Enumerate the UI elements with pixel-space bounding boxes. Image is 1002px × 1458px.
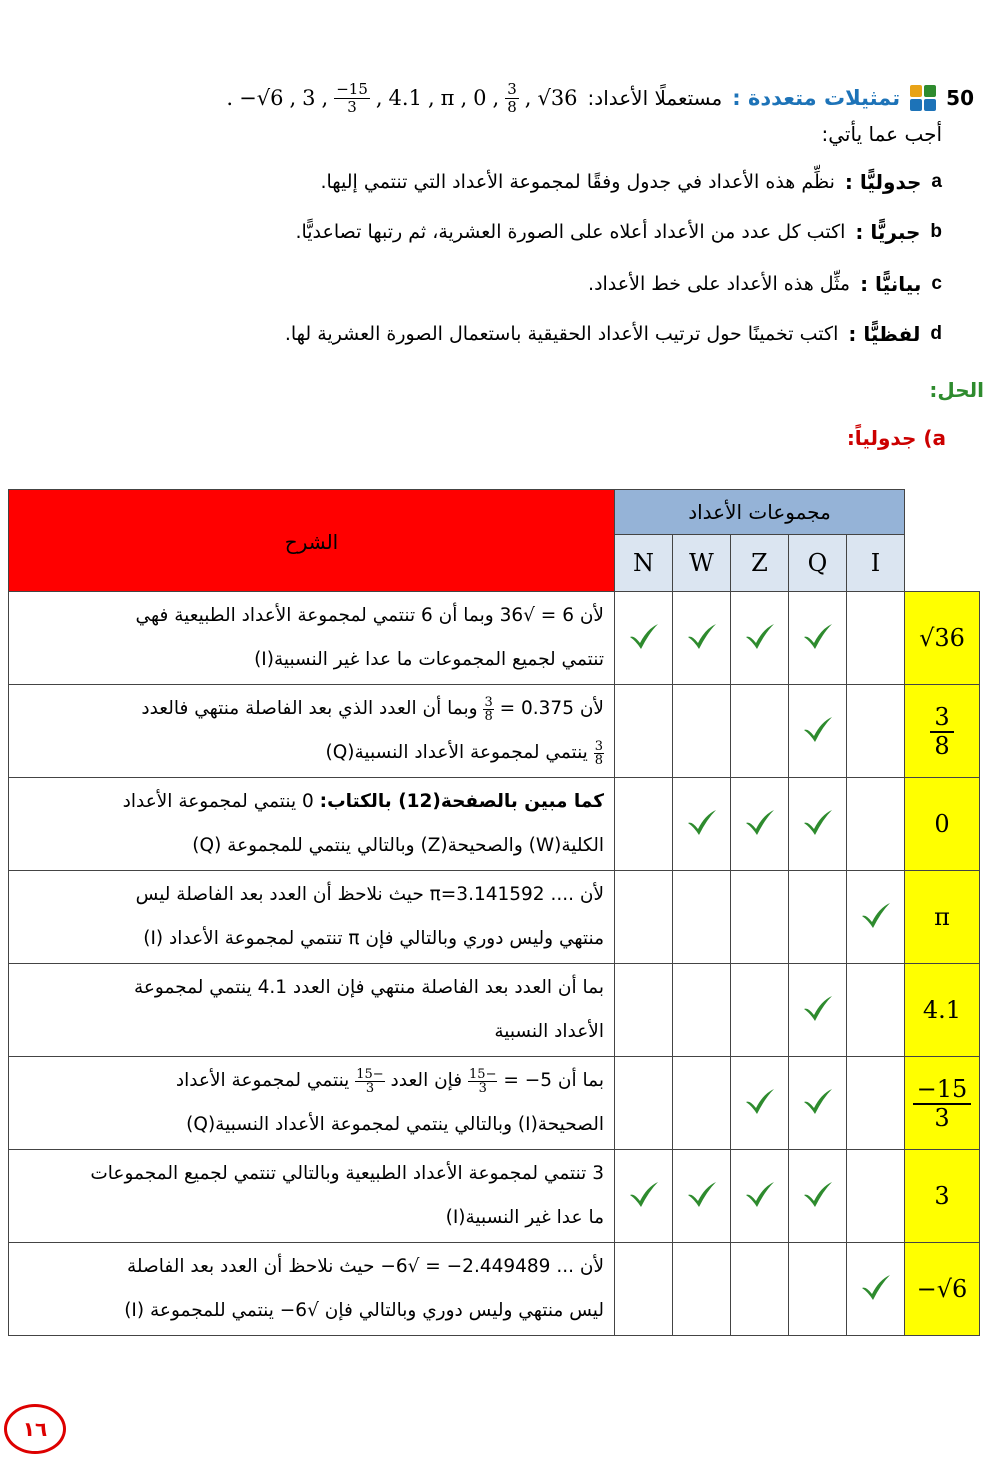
empty-cell-w — [673, 1243, 731, 1336]
empty-cell-i — [847, 1150, 905, 1243]
checkmark-icon — [673, 778, 731, 871]
page-number: ١٦ — [4, 1404, 66, 1454]
checkmark-icon — [789, 1057, 847, 1150]
empty-cell-n — [615, 964, 673, 1057]
checkmark-icon — [731, 1057, 789, 1150]
number-item: 4.1 — [388, 86, 422, 110]
multiple-representations-icon — [910, 85, 936, 111]
row-explanation: لأن .... π=3.141592 حيث نلاحظ أن العدد بعد الفاصلة ليس منتهي وليس دوري وبالتالي فإن π تنتمي لمجموعة الأعداد (I) — [9, 871, 615, 964]
part-a: a جدوليًّا : نظِّم هذه الأعداد في جدول وفقًا لمجموعة الأعداد التي تنتمي إليها. — [320, 170, 942, 194]
header-set-w: W — [673, 535, 731, 592]
empty-cell-q — [789, 871, 847, 964]
empty-cell-n — [615, 871, 673, 964]
number-item: . — [226, 86, 234, 110]
empty-cell-w — [673, 964, 731, 1057]
question-title: تمثيلات متعددة : — [732, 86, 901, 110]
empty-cell-z — [731, 964, 789, 1057]
table-row — [9, 964, 980, 1057]
solution-label: الحل: — [929, 378, 984, 402]
header-set-q: Q — [789, 535, 847, 592]
checkmark-icon — [847, 1243, 905, 1336]
part-b: b جبريًّا : اكتب كل عدد من الأعداد أعلاه على الصورة العشرية، ثم رتبها تصاعديًّا. — [295, 220, 942, 244]
empty-cell-i — [847, 592, 905, 685]
empty-cell-z — [731, 1243, 789, 1336]
row-number: 4.1 — [905, 964, 980, 1057]
checkmark-icon — [731, 1150, 789, 1243]
table-row — [9, 592, 980, 685]
checkmark-icon — [731, 592, 789, 685]
checkmark-icon — [673, 1150, 731, 1243]
empty-cell-n — [615, 1057, 673, 1150]
row-explanation: بما أن 5− = $\frac{-15}{3}$ فإن العدد $\frac{-15}{3}$ ينتمي لمجموعة الأعداد الصحيحة(I) وبالتالي ينتمي لمجموعة الأعداد النسبية(Q) — [9, 1057, 615, 1150]
number-fraction: $\frac{-15}{3}$ — [336, 79, 368, 116]
answer-prompt: أجب عما يأتي: — [821, 122, 942, 146]
number-item: 3 — [302, 86, 316, 110]
table-row — [9, 1057, 980, 1150]
checkmark-icon — [789, 685, 847, 778]
checkmark-icon — [789, 964, 847, 1057]
empty-cell-n — [615, 1243, 673, 1336]
empty-cell-n — [615, 685, 673, 778]
table-row — [9, 1243, 980, 1336]
row-number: −√6 — [905, 1243, 980, 1336]
table-row — [9, 871, 980, 964]
question-number: 50 — [946, 86, 974, 110]
table-row — [9, 685, 980, 778]
header-number-groups: مجموعات الأعداد — [615, 490, 905, 535]
checkmark-icon — [789, 1150, 847, 1243]
empty-cell-n — [615, 778, 673, 871]
number-sets-table — [8, 489, 980, 1336]
empty-cell-i — [847, 964, 905, 1057]
checkmark-icon — [731, 778, 789, 871]
number-item: −√6 — [239, 86, 284, 110]
number-item: 0 — [473, 86, 487, 110]
row-number: π — [905, 871, 980, 964]
empty-cell-i — [847, 778, 905, 871]
table-row — [9, 1150, 980, 1243]
empty-cell-i — [847, 685, 905, 778]
empty-cell-q — [789, 1243, 847, 1336]
row-number: $\frac{3}{8}$ — [905, 685, 980, 778]
checkmark-icon — [615, 1150, 673, 1243]
question-intro: مستعملًا الأعداد: — [587, 86, 723, 110]
table-row — [9, 778, 980, 871]
header-explanation: الشرح — [9, 490, 615, 592]
checkmark-icon — [789, 778, 847, 871]
row-explanation: لأن 0.375 = $\frac{3}{8}$ وبما أن العدد الذي بعد الفاصلة منتهي فالعدد $\frac{3}{8}$ ينتمي لمجموعة الأعداد النسبية(Q) — [9, 685, 615, 778]
row-explanation: لأن ... 2.449489− = √6− حيث نلاحظ أن العدد بعد الفاصلة ليس منتهي وليس دوري وبالتالي فإن √6− ينتمي للمجموعة (I) — [9, 1243, 615, 1336]
part-c: c بيانيًّا : مثِّل هذه الأعداد على خط الأعداد. — [588, 272, 942, 296]
section-a-label: a) جدولياً: — [846, 426, 946, 450]
empty-cell-z — [731, 685, 789, 778]
row-explanation: لأن 6 = √36 وبما أن 6 تنتمي لمجموعة الأعداد الطبيعية فهي تنتمي لجميع المجموعات ما عدا غير النسبية(I) — [9, 592, 615, 685]
checkmark-icon — [847, 871, 905, 964]
empty-cell-w — [673, 1057, 731, 1150]
row-explanation: بما أن العدد بعد الفاصلة منتهي فإن العدد 4.1 ينتمي لمجموعة الأعداد النسبية — [9, 964, 615, 1057]
question-line — [24, 78, 974, 118]
checkmark-icon — [673, 592, 731, 685]
row-explanation: كما مبين بالصفحة(12) بالكتاب: 0 ينتمي لمجموعة الأعداد الكلية(W) والصحيحة(Z) وبالتالي ينتمي للمجموعة (Q) — [9, 778, 615, 871]
empty-cell-z — [731, 871, 789, 964]
number-item: √36 — [537, 86, 578, 110]
checkmark-icon — [789, 592, 847, 685]
part-d: d لفظيًّا : اكتب تخمينًا حول ترتيب الأعداد الحقيقية باستعمال الصورة العشرية لها. — [284, 322, 942, 346]
row-number: $\frac{-15}{3}$ — [905, 1057, 980, 1150]
header-set-z: Z — [731, 535, 789, 592]
row-explanation: 3 تنتمي لمجموعة الأعداد الطبيعية وبالتالي تنتمي لجميع المجموعات ما عدا غير النسبية(I) — [9, 1150, 615, 1243]
row-number: √36 — [905, 592, 980, 685]
header-set-n: N — [615, 535, 673, 592]
number-item: π — [440, 86, 455, 110]
empty-cell-w — [673, 871, 731, 964]
header-set-i: I — [847, 535, 905, 592]
number-list: . −√6 , 3 , $\frac{-15}{3}$ , 4.1 , π , 0 , $\frac{3}{8}$ , √36 — [226, 79, 578, 116]
checkmark-icon — [615, 592, 673, 685]
row-number: 3 — [905, 1150, 980, 1243]
number-fraction: $\frac{3}{8}$ — [507, 79, 517, 116]
empty-cell-w — [673, 685, 731, 778]
empty-cell-i — [847, 1057, 905, 1150]
row-number: 0 — [905, 778, 980, 871]
